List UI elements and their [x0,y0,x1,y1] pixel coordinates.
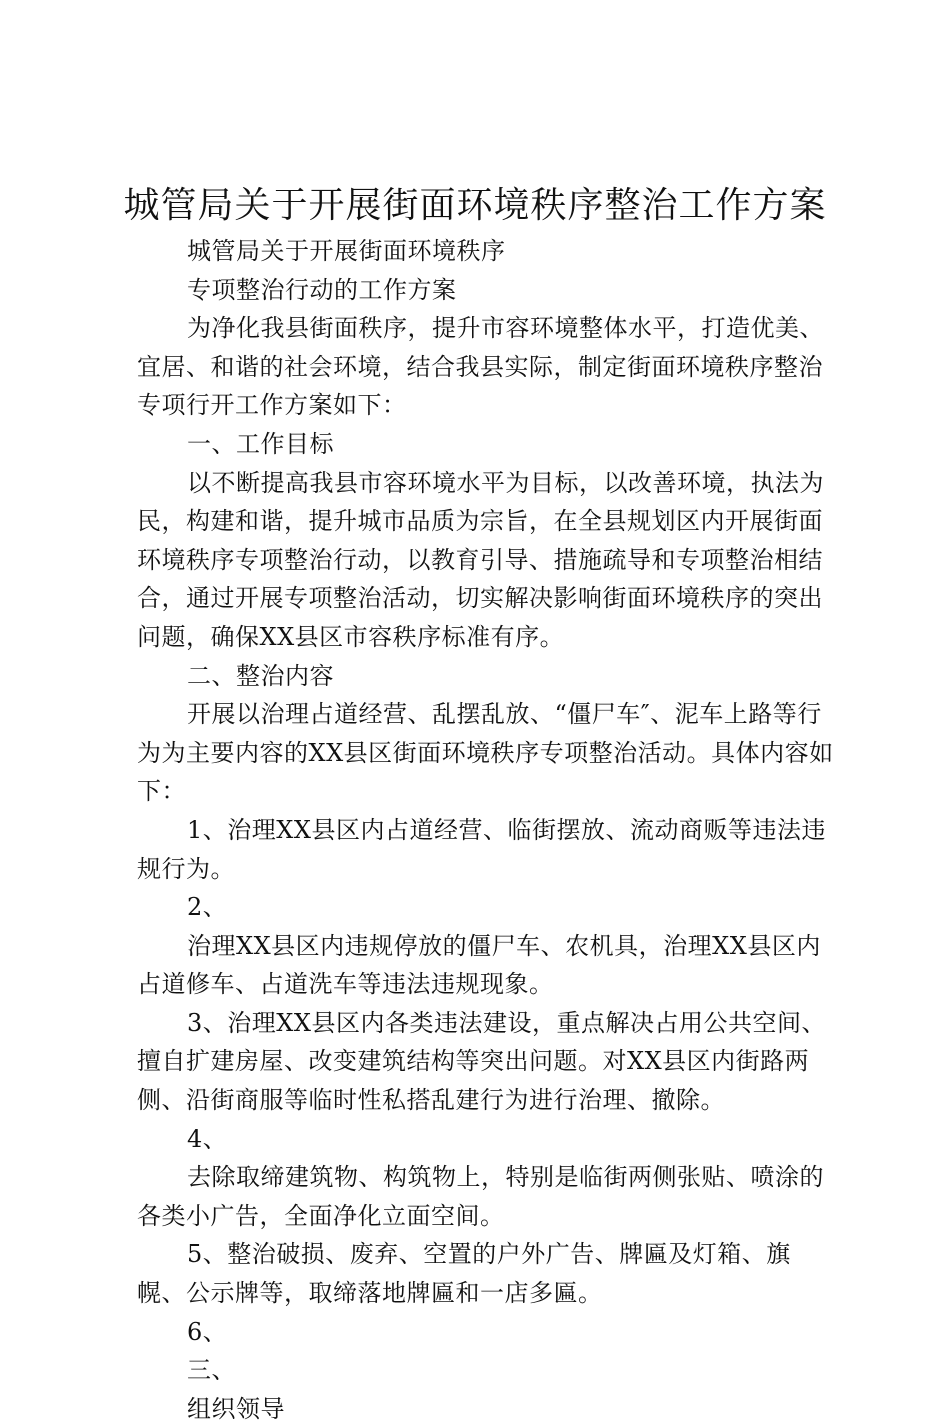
section-heading-goals: 一、工作目标 [187,429,334,458]
section-heading-organization-number: 三、 [187,1356,236,1385]
list-item-2-number: 2、 [187,893,228,922]
list-item-2-text: 治理XX县区内违规停放的僵尸车、农机具，治理XX县区内占道修车、占道洗车等违法违规现象。 [137,931,821,999]
section-heading-content: 二、整治内容 [187,661,334,690]
document-title: 城管局关于开展街面环境秩序整治工作方案 [123,185,827,226]
list-item-4-text: 去除取缔建筑物、构筑物上，特别是临街两侧张贴、喷涂的各类小广告，全面净化立面空间。 [137,1163,824,1230]
content-intro-paragraph: 开展以治理占道经营、乱摆乱放、“僵尸车″、泥车上路等行为为主要内容的XX县区街面环境秩序专项整治活动。具体内容如下： [137,700,834,806]
list-item-3: 3、治理XX县区内各类违法建设，重点解决占用公共空间、擅自扩建房屋、改变建筑结构等突出问题。对XX县区内街路两侧、沿街商服等临时性私搭乱建行为进行治理、撤除。 [137,1008,826,1115]
goals-paragraph: 以不断提高我县市容环境水平为目标，以改善环境，执法为民，构建和谐，提升城市品质为宗旨，在全县规划区内开展街面环境秩序专项整治行动，以教育引导、措施疏导和专项整治相结合，通过开展专项整治活动，切实解决影响街面环境秩序的突出问题，确保XX县区市容秩序标准有序。 [137,468,824,651]
subtitle-line-1: 城管局关于开展街面环境秩序 [187,237,506,265]
list-item-5: 5、整治破损、废弃、空置的户外广告、牌匾及灯箱、旗幌、公示牌等，取缔落地牌匾和一店多匾。 [137,1240,791,1308]
intro-paragraph: 为净化我县街面秩序，提升市容环境整体水平，打造优美、宜居、和谐的社会环境，结合我县实际，制定街面环境秩序整治专项行开工作方案如下： [137,314,824,420]
section-heading-organization-text: 组织领导 [187,1394,285,1423]
document-body [137,232,837,1428]
list-item-4-number: 4、 [187,1124,228,1153]
list-item-6-number: 6、 [187,1317,228,1346]
list-item-1: 1、治理XX县区内占道经营、临街摆放、流动商贩等违法违规行为。 [137,815,826,883]
subtitle-line-2: 专项整治行动的工作方案 [187,275,457,304]
